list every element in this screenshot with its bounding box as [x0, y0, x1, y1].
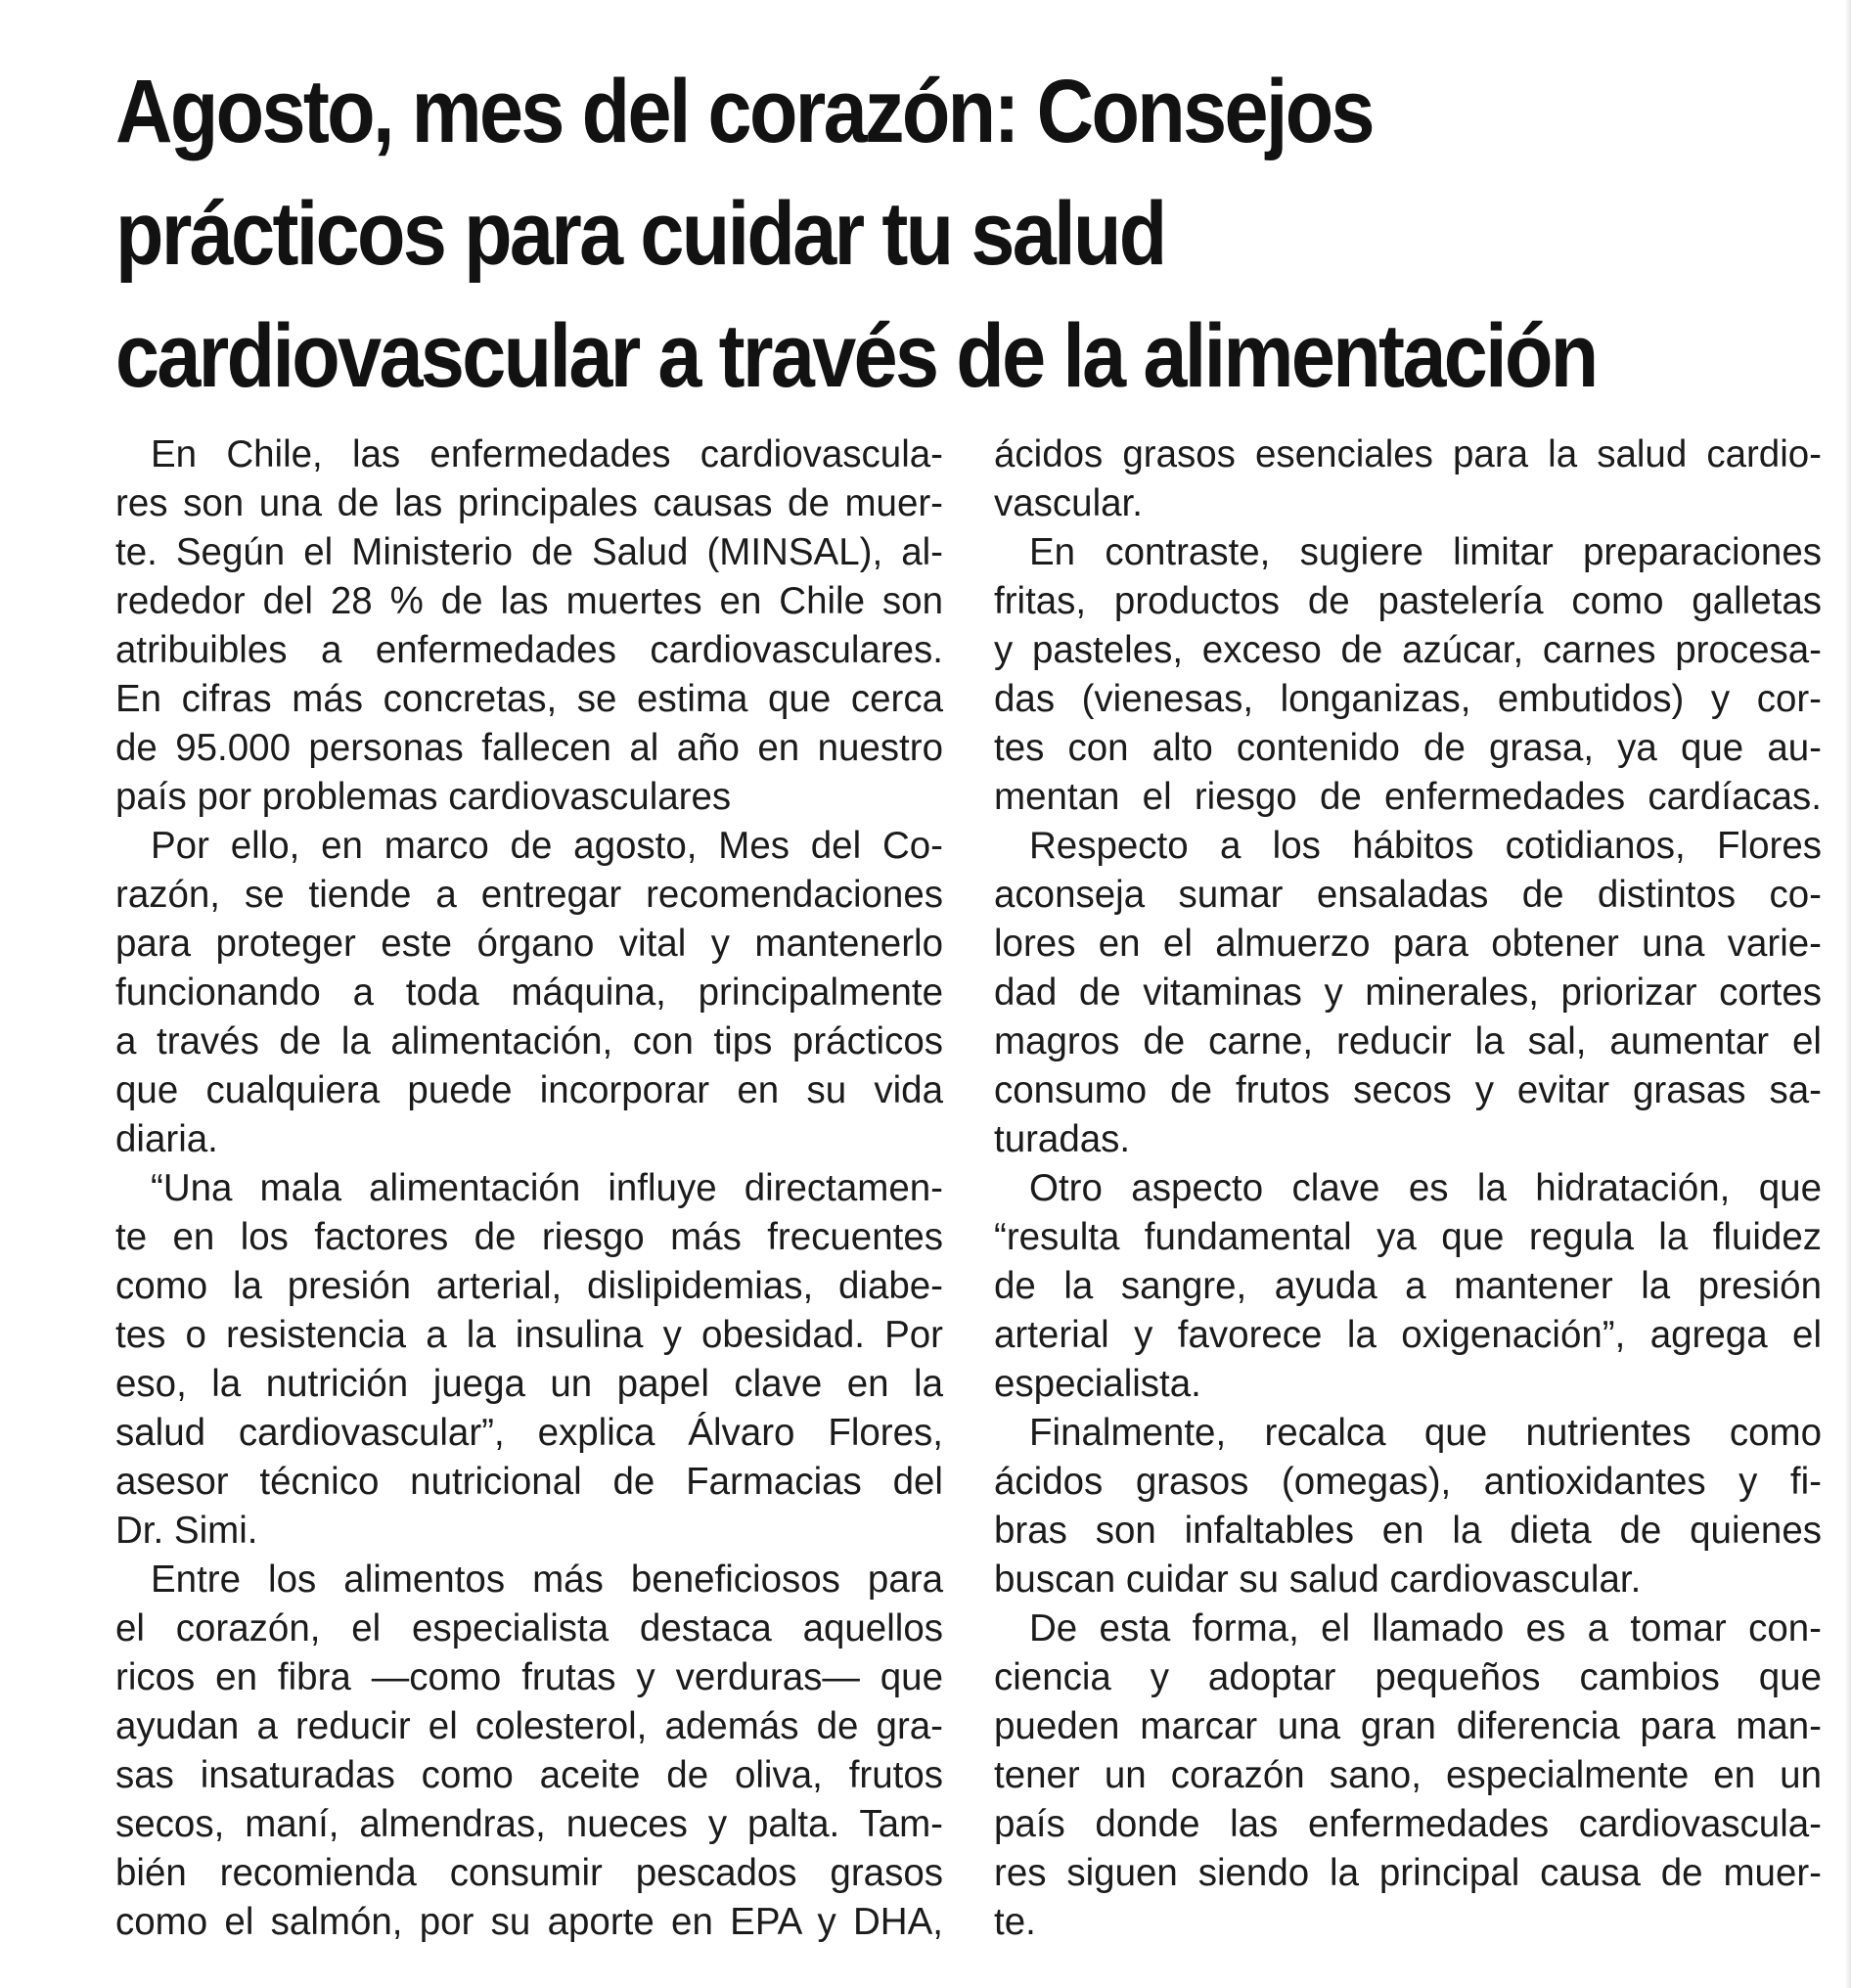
body-line: de la sangre, ayuda a mantener la presión	[994, 1265, 1822, 1307]
body-line: “Una mala alimentación influye directamen-	[151, 1167, 943, 1209]
body-line: En cifras más concretas, se estima que cerca	[115, 678, 943, 720]
body-line: secos, maní, almendras, nueces y palta. Tam-	[115, 1803, 943, 1845]
body-line: lores en el almuerzo para obtener una varie-	[994, 923, 1822, 965]
body-line: país donde las enfermedades cardiovascula-	[994, 1803, 1822, 1845]
body-line: eso, la nutrición juega un papel clave en la	[115, 1363, 943, 1405]
body-line: Respecto a los hábitos cotidianos, Flores	[1029, 825, 1822, 867]
body-line: el corazón, el especialista destaca aquellos	[115, 1607, 943, 1649]
body-line: salud cardiovascular”, explica Álvaro Flores,	[115, 1412, 943, 1454]
body-line: te. Según el Ministerio de Salud (MINSAL), al-	[115, 531, 943, 573]
body-line: Otro aspecto clave es la hidratación, que	[1029, 1167, 1822, 1209]
body-line: especialista.	[994, 1363, 1201, 1405]
body-line: ácidos grasos esenciales para la salud cardio-	[994, 433, 1822, 475]
body-line: Finalmente, recalca que nutrientes como	[1029, 1412, 1822, 1454]
article-column-left	[115, 430, 943, 1947]
body-line: ácidos grasos (omegas), antioxidantes y fi-	[994, 1461, 1822, 1503]
body-line: ayudan a reducir el colesterol, además de gra-	[115, 1705, 943, 1747]
body-line: pueden marcar una gran diferencia para man-	[994, 1705, 1822, 1747]
body-line: turadas.	[994, 1118, 1131, 1160]
body-line: atribuibles a enfermedades cardiovasculares.	[115, 629, 943, 671]
body-line: “resulta fundamental ya que regula la fluidez	[994, 1216, 1822, 1258]
body-line: buscan cuidar su salud cardiovascular.	[994, 1559, 1642, 1601]
body-line: rededor del 28 % de las muertes en Chile son	[115, 580, 943, 622]
body-line: fritas, productos de pastelería como galletas	[994, 580, 1822, 622]
body-line: En Chile, las enfermedades cardiovascula-	[151, 433, 943, 475]
body-line: res son una de las principales causas de muer-	[115, 482, 943, 524]
body-line: das (vienesas, longanizas, embutidos) y cor-	[994, 678, 1822, 720]
body-line: para proteger este órgano vital y mantenerlo	[115, 923, 943, 965]
body-line: mentan el riesgo de enfermedades cardíacas.	[994, 776, 1822, 818]
body-line: res siguen siendo la principal causa de muer-	[994, 1852, 1822, 1894]
headline-line: cardiovascular a través de la alimentación	[115, 306, 1597, 406]
body-line: magros de carne, reducir la sal, aumentar el	[994, 1020, 1822, 1062]
body-line: dad de vitaminas y minerales, priorizar cortes	[994, 971, 1822, 1014]
body-line: tes o resistencia a la insulina y obesidad. Por	[115, 1314, 943, 1356]
body-line: tes con alto contenido de grasa, ya que au-	[994, 727, 1822, 769]
body-line: como el salmón, por su aporte en EPA y DHA,	[115, 1901, 943, 1943]
body-line: a través de la alimentación, con tips prácticos	[115, 1020, 943, 1062]
body-line: vascular.	[994, 482, 1143, 524]
body-line: arterial y favorece la oxigenación”, agrega el	[994, 1314, 1822, 1356]
headline-line: Agosto, mes del corazón: Consejos	[115, 62, 1373, 161]
body-line: te.	[994, 1901, 1036, 1943]
article-headline	[115, 51, 1631, 418]
body-line: En contraste, sugiere limitar preparaciones	[1029, 531, 1822, 573]
body-line: y pasteles, exceso de azúcar, carnes procesa-	[994, 629, 1822, 671]
body-line: aconseja sumar ensaladas de distintos co-	[994, 874, 1822, 916]
body-line: Entre los alimentos más beneficiosos para	[151, 1559, 943, 1601]
body-line: bién recomienda consumir pescados grasos	[115, 1852, 943, 1894]
body-line: de 95.000 personas fallecen al año en nuestro	[115, 727, 943, 769]
body-line: Por ello, en marco de agosto, Mes del Co-	[151, 825, 943, 867]
body-line: sas insaturadas como aceite de oliva, frutos	[115, 1754, 943, 1796]
body-line: país por problemas cardiovasculares	[115, 776, 732, 818]
body-line: que cualquiera puede incorporar en su vida	[115, 1069, 943, 1111]
article-column-right	[994, 430, 1822, 1947]
body-line: bras son infaltables en la dieta de quienes	[994, 1510, 1822, 1552]
body-line: De esta forma, el llamado es a tomar con-	[1029, 1607, 1822, 1649]
headline-line: prácticos para cuidar tu salud	[115, 184, 1165, 284]
body-line: como la presión arterial, dislipidemias, diabe-	[115, 1265, 943, 1307]
body-line: consumo de frutos secos y evitar grasas sa-	[994, 1069, 1822, 1111]
body-line: tener un corazón sano, especialmente en un	[994, 1754, 1822, 1796]
body-line: te en los factores de riesgo más frecuentes	[115, 1216, 943, 1258]
body-line: Dr. Simi.	[115, 1510, 258, 1552]
body-line: ciencia y adoptar pequeños cambios que	[994, 1656, 1822, 1698]
body-line: razón, se tiende a entregar recomendaciones	[115, 874, 943, 916]
body-line: asesor técnico nutricional de Farmacias del	[115, 1461, 943, 1503]
body-line: diaria.	[115, 1118, 218, 1160]
page-edge-shadow	[1845, 0, 1851, 1988]
body-line: funcionando a toda máquina, principalmente	[115, 971, 943, 1014]
body-line: ricos en fibra —como frutas y verduras— que	[115, 1656, 943, 1698]
